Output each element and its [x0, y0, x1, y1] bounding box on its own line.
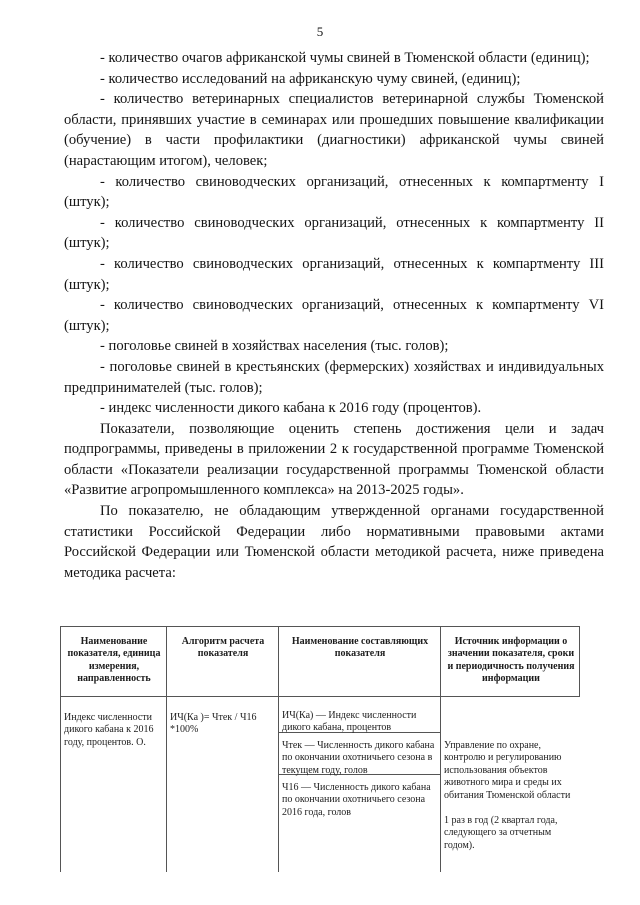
table-border-top	[60, 626, 580, 627]
table-column-divider	[440, 626, 441, 872]
page-number: 5	[316, 24, 324, 39]
paragraph: Показатели, позволяющие оценить степень достижения цели и задач подпрограммы, приведены в приложении 2 к государственной программе Тюменской области «Показатели реализации государственной программы Тюменской области «Развитие агропромышленного комплекса» на 2013-2025 годы».	[64, 420, 604, 499]
paragraph: - поголовье свиней в крестьянских (фермерских) хозяйствах и индивидуальных предпринимателей (тыс. голов);	[64, 358, 604, 396]
algorithm-formula: ИЧ(Ка )= Чтек / Ч16 *100%	[170, 712, 257, 736]
paragraph: - поголовье свиней в хозяйствах населения (тыс. голов);	[100, 338, 449, 355]
paragraph: - количество свиноводческих организаций, отнесенных к компартменту I (штук);	[64, 173, 604, 211]
source-agency: Управление по охране, контролю и регулированию использования объектов животного мира и среды их обитания Тюменской области	[444, 740, 571, 801]
header-components: Наименование составляющих показателя	[291, 636, 429, 660]
paragraph: - количество свиноводческих организаций, отнесенных к компартменту II (штук);	[64, 214, 604, 252]
paragraph: - индекс численности дикого кабана к 2016 году (процентов).	[100, 400, 482, 417]
paragraph: - количество исследований на африканскую чуму свиней, (единиц);	[100, 70, 521, 87]
table-border-right	[579, 626, 580, 696]
methodology-table	[60, 626, 582, 872]
body-text	[64, 48, 604, 583]
header-algorithm: Алгоритм расчета показателя	[181, 636, 265, 660]
header-source: Источник информации о значении показателя, сроки и периодичность получения информации	[447, 636, 575, 685]
table-header-divider	[60, 696, 580, 697]
paragraph: - количество свиноводческих организаций, отнесенных к компартменту VI (штук);	[64, 297, 604, 334]
table-column-divider	[278, 626, 279, 872]
paragraph: - количество ветеринарных специалистов ветеринарной службы Тюменской области, принявших участие в семинарах или прошедших повышение квалификации (обучение) в части профилактики (диагностики) африканской чумы свиней (нарастающим итогом), человек;	[64, 91, 604, 169]
indicator-name: Индекс численности дикого кабана к 2016 году, процентов. О.	[64, 712, 154, 748]
component-current: Чтек — Численность дикого кабана по окончании охотничьего сезона в текущем году, голов	[282, 740, 435, 776]
paragraph: - количество очагов африканской чумы свиней в Тюменской области (единиц);	[100, 50, 590, 66]
table-column-divider	[166, 626, 167, 872]
paragraph: - количество свиноводческих организаций, отнесенных к компартменту III (штук);	[64, 255, 604, 293]
component-index: ИЧ(Ка) — Индекс численности дикого кабана, процентов	[282, 710, 417, 734]
table-border-left	[60, 626, 61, 872]
paragraph: По показателю, не обладающим утвержденной органами государственной статистики Российской Федерации либо нормативными правовыми актами Российской Федерации или Тюменской области методикой расчета, ниже приведена методика расчета:	[64, 503, 604, 581]
header-indicator-name: Наименование показателя, единица измерения, направленность	[67, 636, 161, 685]
component-2016: Ч16 — Численность дикого кабана по окончании охотничьего сезона 2016 года, голов	[282, 782, 431, 818]
source-periodicity: 1 раз в год (2 квартал года, следующего за отчетным годом).	[444, 815, 558, 851]
